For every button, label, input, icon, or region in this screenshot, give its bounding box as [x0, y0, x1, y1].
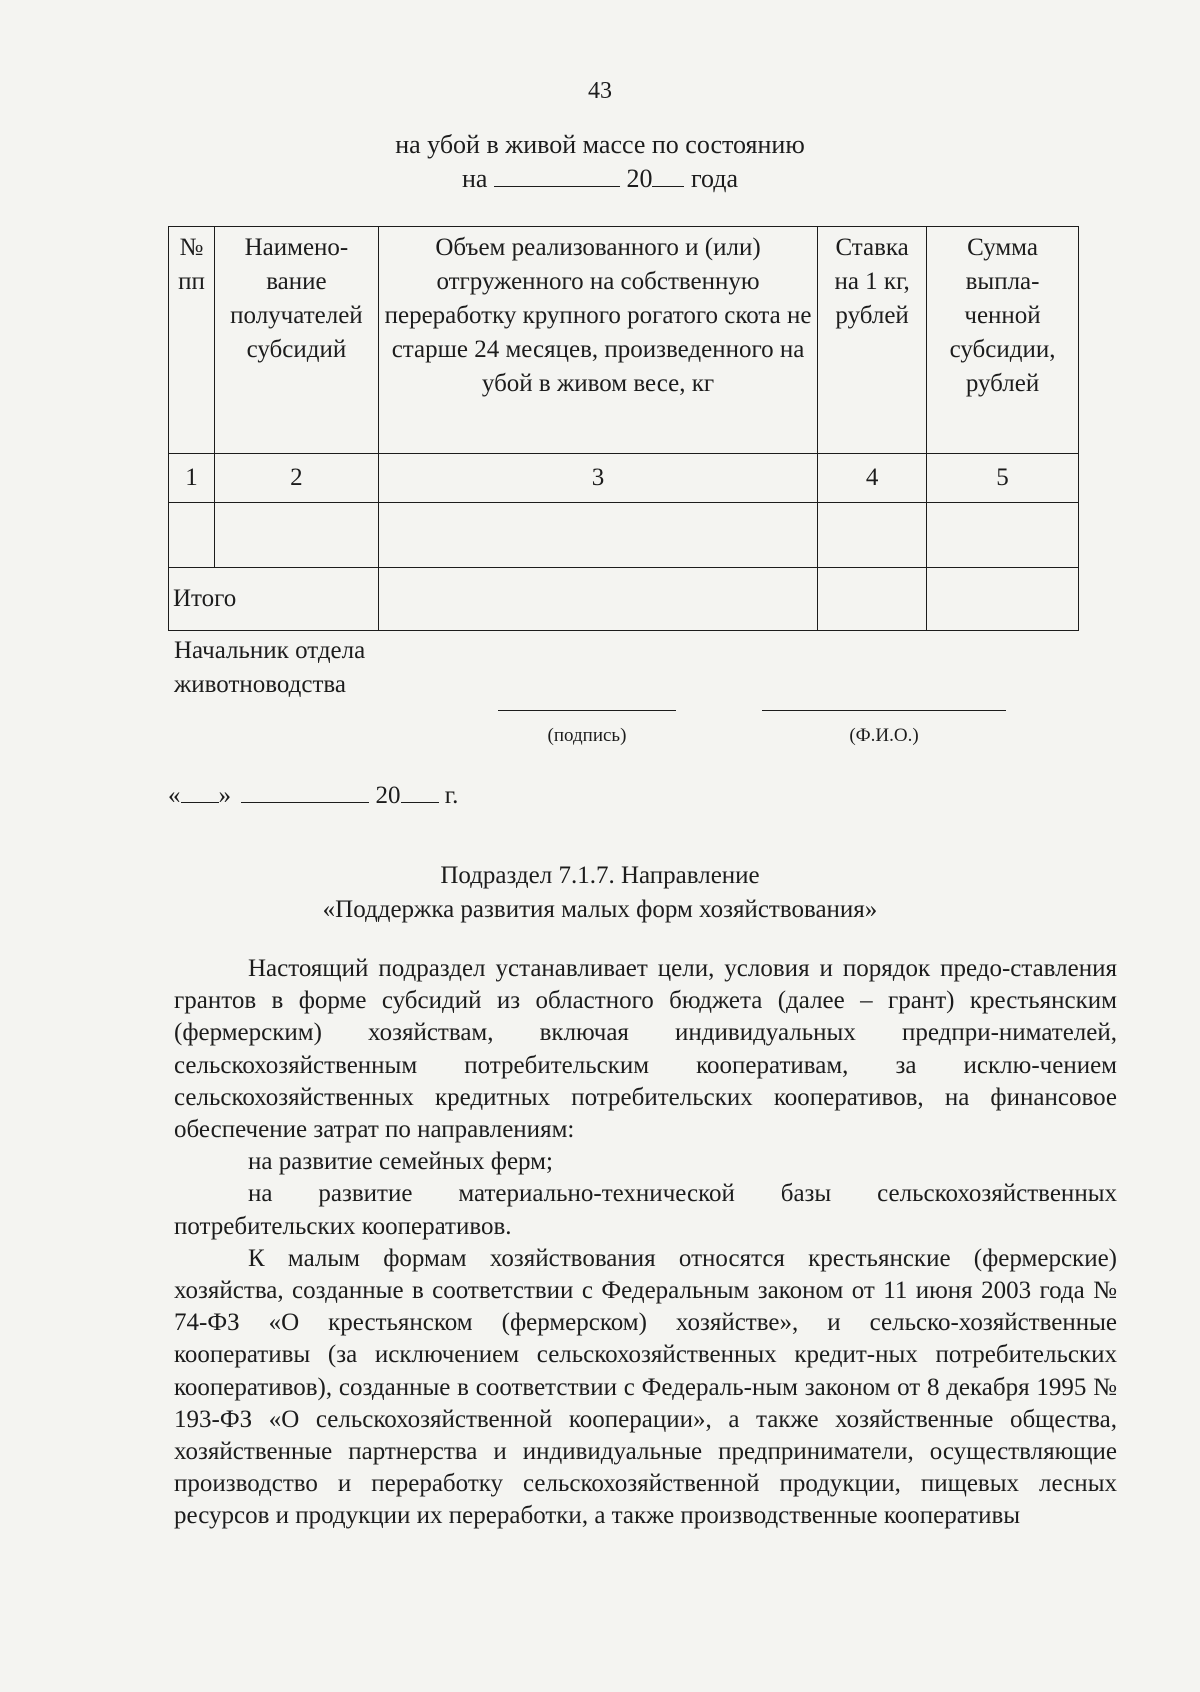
- paragraph: на развитие материально-технической базы сельскохозяйственных потребительских кооперативов.: [174, 1180, 1117, 1240]
- header-year-prefix: 20: [626, 164, 653, 193]
- table-row: [169, 503, 1079, 568]
- date-suffix: г.: [444, 782, 459, 809]
- header-line-2: [0, 162, 1200, 196]
- date-blank: [494, 162, 620, 187]
- paragraph: на развитие семейных ферм;: [248, 1148, 553, 1176]
- total-row: [169, 568, 1079, 631]
- date-open-quote: «: [168, 782, 181, 809]
- table-header-row: [169, 227, 1079, 454]
- name-caption: (Ф.И.О.): [849, 725, 919, 746]
- table-cell: [169, 503, 215, 568]
- date-year-prefix: 20: [375, 782, 401, 809]
- position-line-2: животноводства: [174, 671, 346, 698]
- subsidy-table: [168, 226, 1079, 631]
- header-suffix: года: [690, 164, 738, 193]
- header-cell-rate: Ставка на 1 кг, рублей: [818, 227, 927, 454]
- signature-position: [174, 634, 365, 702]
- form-header: [0, 128, 1200, 196]
- table-cell: [378, 568, 817, 631]
- table-cell: [378, 503, 817, 568]
- header-cell-recipient: Наимено-вание получателей субсидий: [214, 227, 378, 454]
- year-blank: [652, 162, 684, 187]
- table-cell: [818, 503, 927, 568]
- date-year-blank: [401, 778, 439, 803]
- header-prefix: на: [461, 164, 488, 193]
- header-cell-sum: Сумма выпла-ченной субсидии, рублей: [927, 227, 1079, 454]
- column-number-row: [169, 454, 1079, 503]
- total-label: Итого: [169, 568, 379, 631]
- paragraph: Настоящий подраздел устанавливает цели, условия и порядок предо-ставления грантов в форме субсидий из областного бюджета (далее – грант) крестьянским (фермерским) хозяйствам, включая индивидуальных предпри-нимателей, сельскохозяйственным потребительским кооперативам, за исклю-чением сельскохозяйственных кредитных потребительских кооперативов, на финансовое обеспечение затрат по направлениям:: [174, 955, 1117, 1144]
- position-line-1: Начальник отдела: [174, 637, 366, 664]
- paragraph: К малым формам хозяйствования относятся крестьянские (фермерские) хозяйства, созданные в соответствии с Федеральным законом от 11 июня 2003 года № 74-ФЗ «О крестьянском (фермерском) хозяйстве», и сельско-хозяйственные кооперативы (за исключением сельскохозяйственных кредит-ных потребительских кооперативов), созданные в соответствии с Федераль-ным законом от 8 декабря 1995 № 193-ФЗ «О сельскохозяйственной кооперации», а также хозяйственные общества, хозяйственные партнерства и индивидуальные предприниматели, осуществляющие производство и переработку сельскохозяйственной продукции, пищевых лесных ресурсов и продукции их переработки, а также производственные кооперативы: [174, 1244, 1117, 1530]
- header-cell-number: № пп: [169, 227, 215, 454]
- date-close-quote: »: [218, 782, 231, 809]
- subsection-title-line-2: «Поддержка развития малых форм хозяйствования»: [322, 896, 878, 923]
- table-cell: [927, 503, 1079, 568]
- name-line: [762, 710, 1006, 711]
- body-text: [174, 953, 1117, 1533]
- header-line-1: на убой в живой массе по состоянию: [395, 130, 805, 159]
- column-number: 3: [378, 454, 817, 503]
- table-cell: [818, 568, 927, 631]
- table-cell: [927, 568, 1079, 631]
- signature-caption: (подпись): [547, 725, 627, 746]
- column-number: 5: [927, 454, 1079, 503]
- day-blank: [181, 778, 219, 803]
- column-number: 1: [169, 454, 215, 503]
- subsection-title: [0, 859, 1200, 927]
- column-number: 4: [818, 454, 927, 503]
- subsection-title-line-1: Подраздел 7.1.7. Направление: [440, 862, 760, 889]
- signature-line: [498, 710, 676, 711]
- table-cell: [214, 503, 378, 568]
- page-number: 43: [588, 78, 612, 104]
- header-cell-volume: Объем реализованного и (или) отгруженного на собственную переработку крупного рогатого скота не старше 24 месяцев, произведенного на убой в живом весе, кг: [378, 227, 817, 454]
- column-number: 2: [214, 454, 378, 503]
- date-line: [168, 778, 458, 813]
- month-blank: [241, 778, 369, 803]
